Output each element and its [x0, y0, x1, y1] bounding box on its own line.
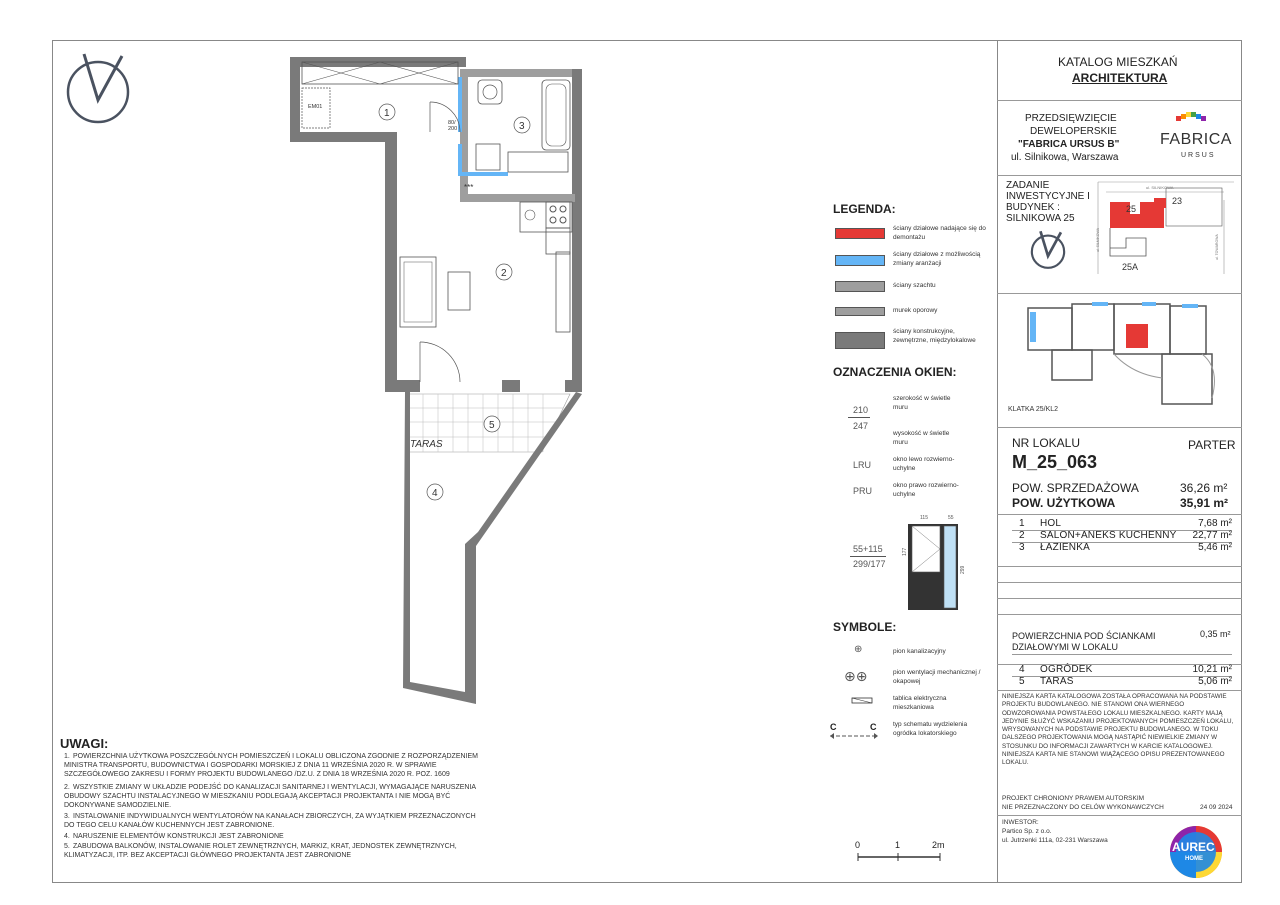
legend-title: LEGENDA:	[833, 202, 896, 216]
project-address: ul. Silnikowa, Warszawa	[1011, 152, 1119, 163]
window-example-bottom: 299/177	[853, 559, 886, 569]
dim-115: 115	[920, 515, 928, 521]
room-number-3: 3	[519, 121, 525, 132]
task-line3: BUDYNEK :	[1006, 202, 1060, 213]
drain-icon: ⊕	[854, 644, 863, 655]
room-number-1: 1	[384, 108, 390, 119]
building-25a: 25A	[1122, 262, 1139, 272]
usable-area-label: POW. UŻYTKOWA	[1012, 496, 1116, 510]
pru-code: PRU	[853, 486, 873, 496]
project-line2: DEWELOPERSKIE	[1030, 126, 1117, 137]
window-height-val: 247	[853, 421, 869, 431]
outdoor-row-1-no: 4	[1019, 664, 1025, 675]
window-width-val: 210	[853, 405, 869, 415]
outdoor-row-2-name: TARAS	[1040, 676, 1074, 687]
window-width-desc: szerokość w świetle muru	[893, 395, 951, 411]
legend-swatch-shaft	[835, 281, 885, 292]
title-block-divider	[997, 40, 998, 883]
floor-plan	[280, 52, 600, 712]
investor-address: ul. Jutrzenki 111a, 02-231 Warszawa	[1002, 837, 1108, 844]
street-right: ul. TOWAROWA	[1215, 234, 1219, 260]
lru-code: LRU	[853, 460, 872, 470]
unit-floor: PARTER	[1188, 438, 1236, 452]
note-4: 4. NARUSZENIE ELEMENTÓW KONSTRUKCJI JEST ZABRONIONE	[64, 833, 284, 840]
room-row-3-name: ŁAZIENKA	[1040, 542, 1090, 553]
legend-swatch-retaining	[835, 307, 885, 316]
window-example-top: 55+115	[853, 544, 883, 554]
unit-nr-label: NR LOKALU	[1012, 436, 1081, 450]
outdoor-row-1-area: 10,21 m²	[1192, 664, 1232, 675]
room-row-3-area: 5,46 m²	[1198, 542, 1232, 553]
electrical-panel-icon	[850, 696, 874, 706]
symbol-text-panel: tablica elektryczna mieszkaniowa	[893, 695, 947, 711]
fabrica-logo-icon	[1168, 112, 1218, 132]
wall-bottom-living-2	[502, 380, 520, 392]
stove	[546, 202, 570, 228]
note-1: 1. POWIERZCHNIA UŻYTKOWA POSZCZEGÓLNYCH POMIESZCZEŃ I LOKALU OBLICZONA ZGODNIE Z ROZPORZĄDZENIEM MINISTRA TRANSPORTU, BUDOWNICTWA I GOSPODARKI MORSKIEJ Z DNIA 11 WRZEŚNIA 2020 R. W SPRAWIE SZCZEGÓŁOWEGO ZAKRESU I FORMY PROJEKTU BUDOWLANEGO /DZ.U. Z DNIA 18 WRZEŚNIA 2020 R. POZ. 1609	[64, 753, 479, 778]
room-number-2: 2	[501, 268, 507, 279]
legend-swatch-red	[835, 228, 885, 239]
north-arrow-icon	[64, 48, 132, 126]
street-left: ul. SILNIKOWA	[1096, 228, 1100, 252]
investor-name: Partico Sp. z o.o.	[1002, 828, 1052, 835]
catalog-subtitle: ARCHITEKTURA	[1072, 71, 1168, 85]
wall-right	[572, 69, 582, 392]
room-number-4: 4	[432, 488, 438, 499]
partition-blue-2	[458, 144, 462, 174]
partition-line1: POWIERZCHNIA POD ŚCIANKAMI	[1012, 631, 1156, 641]
room-row-1-area: 7,68 m²	[1198, 518, 1232, 529]
north-arrow-small-icon	[1028, 228, 1068, 270]
room-number-5: 5	[489, 420, 495, 431]
section-c-right: C	[870, 722, 877, 732]
partition-area: 0,35 m²	[1200, 629, 1231, 639]
note-5: 5. ZABUDOWA BALKONÓW, INSTALOWANIE ROLET ZEWNĘTRZNYCH, MARKIZ, KRAT, JEDNOSTEK ZEWNĘTRZNYCH, KLIMATYZACJI, ITP. BEZ AKCEPTACJI GŁÓWNEGO PROJEKTANTA JEST ZABRONIONE	[64, 843, 457, 859]
section-c-left: C	[830, 722, 837, 732]
building-25: 25	[1126, 204, 1137, 214]
street-top: ul. SILNIKOWA	[1146, 185, 1174, 190]
task-line2: INWESTYCYJNE I	[1006, 191, 1090, 202]
wall-bath-top	[465, 69, 581, 77]
catalog-title: KATALOG MIESZKAŃ	[1058, 55, 1178, 69]
legend-swatch-blue	[835, 255, 885, 266]
outdoor-row-1-name: OGRÓDEK	[1040, 664, 1093, 675]
scale-2: 2m	[932, 840, 945, 850]
room-row-2-area: 22,77 m²	[1192, 530, 1232, 541]
sale-area-label: POW. SPRZEDAŻOWA	[1012, 481, 1139, 495]
dots-label: ***	[464, 183, 474, 192]
key-plan	[1022, 298, 1232, 410]
symbol-text-drain: pion kanalizacyjny	[893, 648, 946, 655]
copyright-line1: PROJEKT CHRONIONY PRAWEM AUTORSKIM	[1002, 795, 1145, 802]
dim-299: 299	[960, 565, 966, 574]
toilet	[478, 80, 502, 104]
project-line3: "FABRICA URSUS B"	[1018, 139, 1120, 150]
legend-swatch-structural	[835, 332, 885, 349]
wall-left-hall	[290, 57, 300, 142]
sale-area-value: 36,26 m²	[1180, 481, 1228, 495]
legend-text-red: ściany działowe nadające się do demontażu	[893, 225, 986, 241]
room-row-1-name: HOL	[1040, 518, 1062, 529]
task-line4: SILNIKOWA 25	[1006, 213, 1075, 224]
partition-line2: DZIAŁOWYMI W LOKALU	[1012, 642, 1119, 652]
lru-desc: okno lewo rozwierno-uchylne	[893, 456, 955, 472]
terrace-label: TARAS	[410, 439, 443, 450]
fabrica-logo-text: FABRICA	[1160, 131, 1232, 148]
disclaimer: NINIEJSZA KARTA KATALOGOWA ZOSTAŁA OPRACOWANA NA PODSTAWIE PROJEKTU BUDOWLANEGO. NIE STANOWI ONA WIERNEGO ODWZOROWANIA POWSTAŁEGO LOKALU MIESZKALNEGO. KARTY MAJĄ JEDYNIE SŁUŻYĆ WSKAZANIU PROJEKTOWANYCH POMIESZCZEŃ LOKALU, WRYSOWANYCH NA PODSTAWIE PROJEKTU BUDOWLANEGO. W TOKU DALSZEGO PROJEKTOWANIA MOGĄ NASTĄPIĆ NIEWIELKIE ZMIANY W STOSUNKU DO INFORMACJI ZAWARTYCH W KARCIE KATALOGOWEJ. NINIEJSZA KARTA NIE STANOWI WIĄŻĄCEGO OPISU PREZENTOWANEGO LOKALU.	[1002, 693, 1234, 767]
outdoor-row-2-no: 5	[1019, 676, 1025, 687]
windows-title: OZNACZENIA OKIEN:	[833, 365, 957, 379]
em-label: EM01	[308, 104, 323, 110]
aurec-logo-text: AUREC	[1172, 840, 1215, 854]
wall-bottom-living-3	[565, 380, 582, 392]
sink	[508, 152, 568, 172]
building-23: 23	[1172, 196, 1183, 206]
copyright-line2: NIE PRZEZNACZONY DO CELÓW WYKONAWCZYCH	[1002, 804, 1164, 811]
room-row-1-no: 1	[1019, 518, 1025, 529]
copyright-date: 24 09 2024	[1200, 804, 1233, 811]
symbol-text-section: typ schematu wydzielenia ogródka lokatorskiego	[893, 721, 968, 737]
wall-bottom-hall	[290, 132, 390, 142]
legend-text-blue: ściany działowe z możliwością zmiany aranżacji	[893, 251, 981, 267]
notes-title: UWAGI:	[60, 736, 109, 751]
room-row-2-no: 2	[1019, 530, 1025, 541]
window-example-icon	[904, 512, 974, 612]
project-line1: PRZEDSIĘWZIĘCIE	[1025, 113, 1117, 124]
fabrica-logo-sub: URSUS	[1181, 152, 1216, 159]
scale-0: 0	[855, 840, 861, 850]
wall-bottom-living	[385, 380, 420, 392]
room-row-3-no: 3	[1019, 542, 1025, 553]
note-3: 3. INSTALOWANIE INDYWIDUALNYCH WENTYLATORÓW NA KANAŁACH ZBIORCZYCH, ZA WYJĄTKIEM PRZEZNACZONYCH DO TEGO CELU KANAŁÓW KUCHENNYCH JEST ZABRONIONE.	[64, 813, 476, 829]
aurec-logo-sub: HOME	[1185, 856, 1203, 862]
sofa	[400, 257, 436, 327]
scale-bar	[856, 852, 946, 862]
svg-text:80/: 80/	[448, 120, 456, 126]
note-2: 2. WSZYSTKIE ZMIANY W UKŁADZIE PODEJŚĆ DO KANALIZACJI SANITARNEJ I WENTYLACJI, WYMAGAJĄCE NARUSZENIA OBUDOWY SZACHTU INSTALACYJNEGO W MIESZKANIU PODLEGAJĄ AKCEPTACJI PROJEKTANTA I NIE MOGĄ BYĆ DOKONYWANE SAMODZIELNIE.	[64, 784, 476, 809]
dim-177: 177	[902, 547, 908, 556]
room-row-2-name: SALON+ANEKS KUCHENNY	[1040, 530, 1177, 541]
coffee-table	[448, 272, 470, 310]
outdoor-row-2-area: 5,06 m²	[1198, 676, 1232, 687]
site-map	[1096, 178, 1236, 276]
task-line1: ZADANIE	[1006, 180, 1050, 191]
legend-text-structural: ściany konstrukcyjne, zewnętrzne, międzylokalowe	[893, 328, 976, 344]
symbol-text-vent: pion wentylacji mechanicznej / okapowej	[893, 669, 981, 685]
svg-text:200: 200	[448, 126, 458, 132]
scale-1: 1	[895, 840, 901, 850]
symbols-title: SYMBOLE:	[833, 620, 897, 634]
stair-label: KLATKA 25/KL2	[1008, 406, 1059, 413]
pru-desc: okno prawo rozwierno-uchylne	[893, 482, 959, 498]
wall-left-living	[385, 132, 397, 392]
shower	[476, 144, 500, 170]
legend-text-shaft: ściany szachtu	[893, 282, 936, 289]
section-line-icon	[828, 732, 880, 740]
usable-area-value: 35,91 m²	[1180, 496, 1229, 510]
vent-icon: ⊕⊕	[844, 668, 868, 684]
investor-label: INWESTOR:	[1002, 819, 1039, 826]
unit-number: M_25_063	[1012, 452, 1098, 472]
legend-text-retaining: murek oporowy	[893, 307, 938, 314]
dim-55: 55	[948, 515, 954, 521]
tv-unit	[556, 252, 570, 332]
window-height-desc: wysokość w świetle muru	[893, 430, 950, 446]
